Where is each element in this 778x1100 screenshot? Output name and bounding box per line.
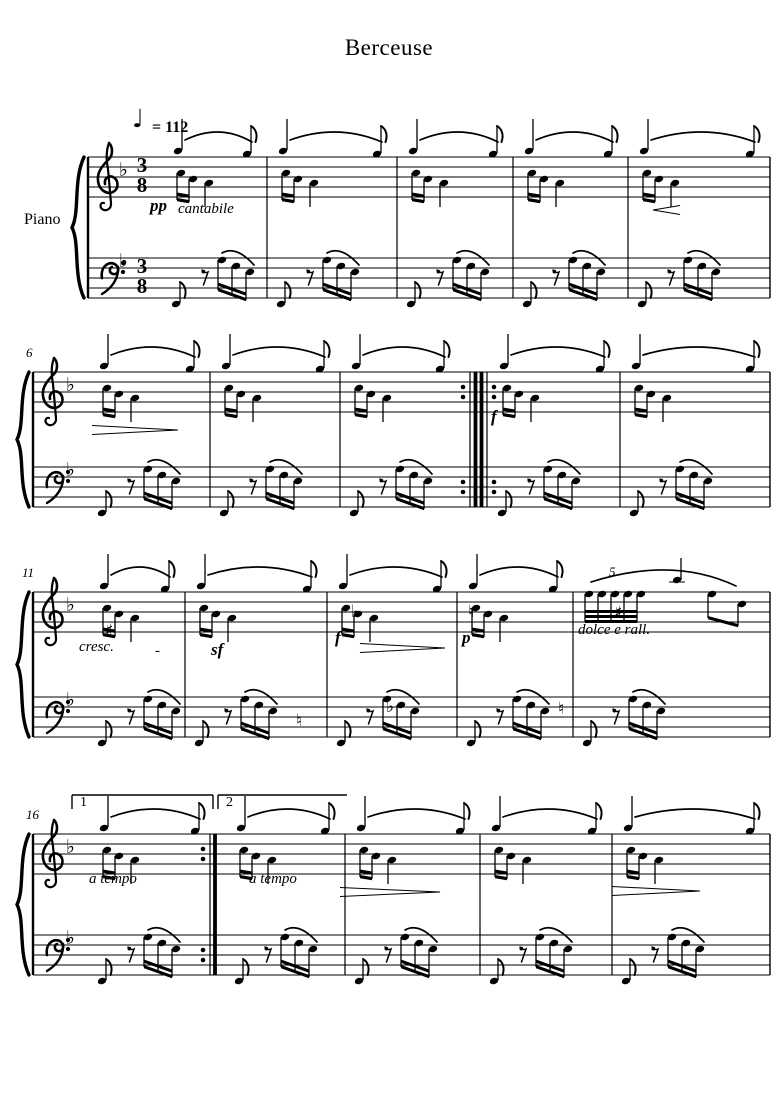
key-signature-flat-icon: ♭ [66,459,75,481]
tempo-beat-note-icon: ♩ [132,104,144,133]
tuplet-number: 5 [609,564,616,579]
expression-a-tempo: a tempo [89,871,137,887]
accidental-natural-icon: ♮ [558,699,565,719]
accidental-natural-icon: ♮ [468,602,475,622]
expression-cresc: cresc. [79,639,114,655]
tempo-marking: = 112 [152,119,189,136]
expression-a-tempo: a tempo [249,871,297,887]
dynamic-f: f [335,628,341,647]
measure-number: 11 [22,565,35,580]
dynamic-pp: pp [150,196,167,215]
time-signature-denominator-treble: 8 [136,173,148,197]
accidental-flat-icon: ♭ [351,602,360,622]
dynamic-p: p [462,628,471,647]
volta-2-number: 2 [226,795,233,810]
key-signature-flat-icon: ♭ [66,836,75,858]
accidental-natural-icon: ♮ [296,711,303,731]
accidental-sharp-icon: ♯ [614,603,623,623]
key-signature-flat-icon: ♭ [66,374,75,396]
key-signature-flat-icon: ♭ [66,927,75,949]
key-signature-flat-icon: ♭ [119,159,128,181]
expression-cantabile: cantabile [178,201,234,217]
key-signature-flat-icon: ♭ [66,594,75,616]
accidental-sharp-icon: ♯ [105,621,114,641]
expression-dolce-e-rall: dolce e rall. [578,622,651,638]
measure-number: 6 [26,345,33,360]
key-signature-flat-icon: ♭ [119,250,128,272]
instrument-label: Piano [24,211,61,228]
dynamic-f: f [491,407,497,426]
piece-title: Berceuse [344,35,434,60]
accidental-flat-icon: ♭ [386,697,395,717]
volta-1-number: 1 [80,795,87,810]
time-signature-denominator-bass: 8 [136,274,148,298]
time-signature-numerator-bass: 3 [136,254,148,278]
key-signature-flat-icon: ♭ [66,689,75,711]
dynamic-sf: sf [211,640,224,659]
expression-cresc-dash: - [155,643,160,659]
measure-number: 16 [26,807,39,822]
time-signature-numerator-treble: 3 [136,153,148,177]
